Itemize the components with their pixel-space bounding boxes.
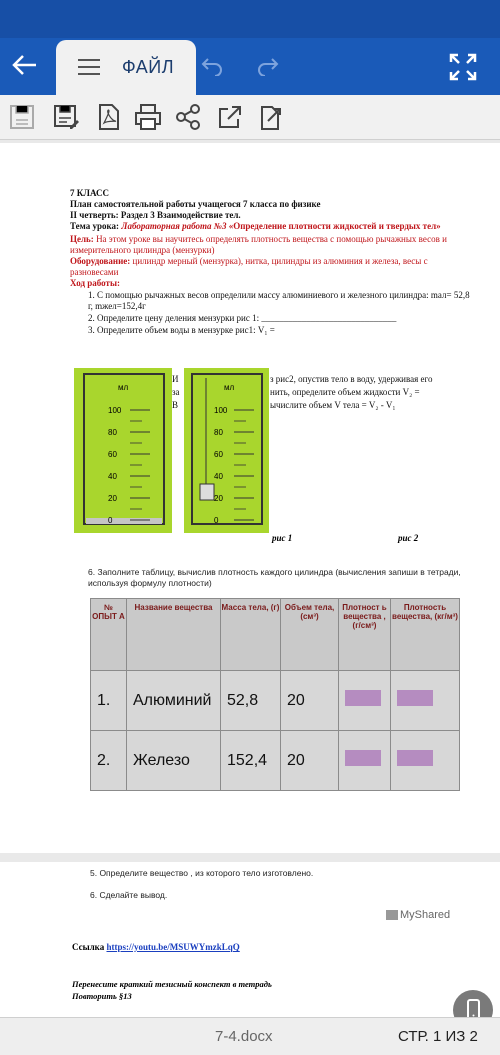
export-icon[interactable]: [216, 103, 244, 131]
scale-unit-label: мл: [224, 383, 235, 392]
topic-label: Тема урока:: [70, 221, 120, 231]
step-6b: 6. Сделайте вывод.: [90, 890, 168, 900]
step-6: 6. Заполните таблицу, вычислив плотность каждого цилиндра (вычисления запиши в тетради, используя формулу плотности): [88, 567, 461, 588]
back-arrow-icon[interactable]: [10, 50, 40, 80]
step-4-right: [270, 373, 470, 412]
pdf-icon[interactable]: [94, 103, 122, 131]
answer-highlight: [397, 690, 433, 706]
document-body: [70, 188, 470, 337]
beaker-figures: [74, 368, 269, 533]
col-header-density-gcm: Плотност ь вещества , (г/см³): [339, 599, 391, 671]
answer-highlight: [345, 690, 381, 706]
equip-text: цилиндр мерный (мензурка), нитка, цилиндры из алюминия и железа, весы с разновесами: [70, 256, 428, 277]
step-4-e: В: [172, 400, 179, 410]
link-label: Ссылка: [72, 942, 107, 952]
col-header-density-kgm: Плотность вещества, (кг/м³): [391, 599, 460, 671]
file-name: 7-4.docx: [215, 1028, 273, 1045]
col-header-experiment: № ОПЫТ А: [91, 599, 127, 671]
scale-tick-label: 60: [214, 450, 223, 459]
step-4-a: И: [172, 374, 179, 384]
scale-tick-label: 60: [108, 450, 117, 459]
beaker-1-bg: [74, 368, 172, 533]
sinker-cylinder: [200, 484, 214, 500]
save-edit-icon[interactable]: [52, 103, 80, 131]
table-header-row: [91, 599, 460, 671]
undo-icon[interactable]: [200, 56, 224, 76]
step-5: 5. Определите вещество , из которого тело изготовлено.: [90, 868, 314, 878]
scale-tick-label: 40: [214, 472, 223, 481]
step-4-b: з рис2, опустив тело в воду, удерживая его: [270, 374, 433, 384]
step-1: 1. С помощью рычажных весов определили массу алюминиевого и железного цилиндра: mал= 52,8 г, mжел=152,4г: [88, 290, 470, 311]
file-tab-label: ФАЙЛ: [122, 57, 175, 77]
video-link-line: [72, 942, 240, 952]
print-icon[interactable]: [134, 103, 162, 131]
scale-tick-label: 80: [108, 428, 117, 437]
density-gcm-cell: [339, 671, 391, 731]
scale-tick-label: 0: [214, 516, 219, 525]
document-page-2: [0, 862, 500, 1017]
mass-value: 52,8: [221, 671, 281, 731]
step-2: 2. Определите цену деления мензурки рис 1: ______________________________: [88, 313, 397, 323]
col-header-substance: Название вещества: [127, 599, 221, 671]
col-header-mass: Масса тела, (г): [221, 599, 281, 671]
step-3: 3. Определите объем воды в мензурке рис1: V₁ =: [88, 325, 275, 335]
app-header: [0, 0, 500, 95]
table-row: [91, 731, 460, 791]
scale-tick-label: 100: [108, 406, 122, 415]
goal-text: На этом уроке вы научитесь определять плотность вещества с помощью рычажных весов и измерительного цилиндра (мензурки): [70, 234, 447, 255]
density-kgm-cell: [391, 671, 460, 731]
row-number: 2.: [91, 731, 127, 791]
document-page-1: [0, 143, 500, 853]
substance-name: Алюминий: [127, 671, 221, 731]
beaker-1-water: [86, 518, 162, 524]
substance-name: Железо: [127, 731, 221, 791]
goal-label: Цель:: [70, 234, 94, 244]
share-icon[interactable]: [174, 103, 202, 131]
myshared-logo: [386, 909, 450, 921]
quarter-heading: II четверть: Раздел 3 Взаимодействие тел.: [70, 210, 241, 220]
scale-tick-label: 40: [108, 472, 117, 481]
volume-value: 20: [281, 731, 339, 791]
table-row: [91, 671, 460, 731]
beaker-2-bg: [184, 368, 269, 533]
volume-value: 20: [281, 671, 339, 731]
scale-unit-label: мл: [118, 383, 129, 392]
note-1: Перенесите краткий тезисный конспект в тетрадь: [72, 979, 272, 989]
scale-tick-label: 100: [214, 406, 228, 415]
page-indicator: СТР. 1 ИЗ 2: [398, 1028, 478, 1045]
toolbar: [0, 95, 500, 140]
figure-2-caption: рис 2: [398, 533, 419, 543]
grade-heading: 7 КЛАСС: [70, 188, 110, 198]
scale-tick-label: 80: [214, 428, 223, 437]
fullscreen-icon[interactable]: [448, 52, 478, 82]
step-4-d: нить, определите объем жидкости V₂ =: [270, 387, 420, 397]
answer-highlight: [345, 750, 381, 766]
mass-value: 152,4: [221, 731, 281, 791]
video-link[interactable]: https://youtu.be/MSUWYmzkLqQ: [106, 942, 240, 952]
save-disabled-icon: [8, 103, 36, 131]
density-kgm-cell: [391, 731, 460, 791]
myshared-icon: [386, 910, 398, 920]
density-gcm-cell: [339, 731, 391, 791]
plan-heading: План самостоятельной работы учащегося 7 класса по физике: [70, 199, 321, 209]
note-2: Повторить §13: [72, 991, 132, 1001]
status-strip: [0, 0, 500, 38]
equip-label: Оборудование:: [70, 256, 131, 266]
scale-tick-label: 20: [214, 494, 223, 503]
density-table: [90, 598, 460, 791]
redo-icon[interactable]: [256, 56, 280, 76]
col-header-volume: Объем тела, (см³): [281, 599, 339, 671]
row-number: 1.: [91, 671, 127, 731]
bottom-bar: [0, 1017, 500, 1055]
file-tab[interactable]: [56, 40, 196, 95]
myshared-text: MyShared: [400, 909, 451, 921]
figure-1-caption: рис 1: [272, 533, 293, 543]
answer-highlight: [397, 750, 433, 766]
step-4-f: ычислите объем V тела = V₂ - V₁: [270, 400, 396, 410]
topic-lab: Лабораторная работа №3: [121, 221, 227, 231]
work-label: Ход работы:: [70, 278, 120, 288]
topic-text: «Определение плотности жидкостей и твердых тел»: [226, 221, 441, 231]
scale-tick-label: 20: [108, 494, 117, 503]
export-pdf-icon[interactable]: [256, 103, 284, 131]
menu-icon[interactable]: [78, 58, 100, 76]
step-4-c: за: [172, 387, 180, 397]
scale-tick-label: 0: [108, 516, 113, 525]
